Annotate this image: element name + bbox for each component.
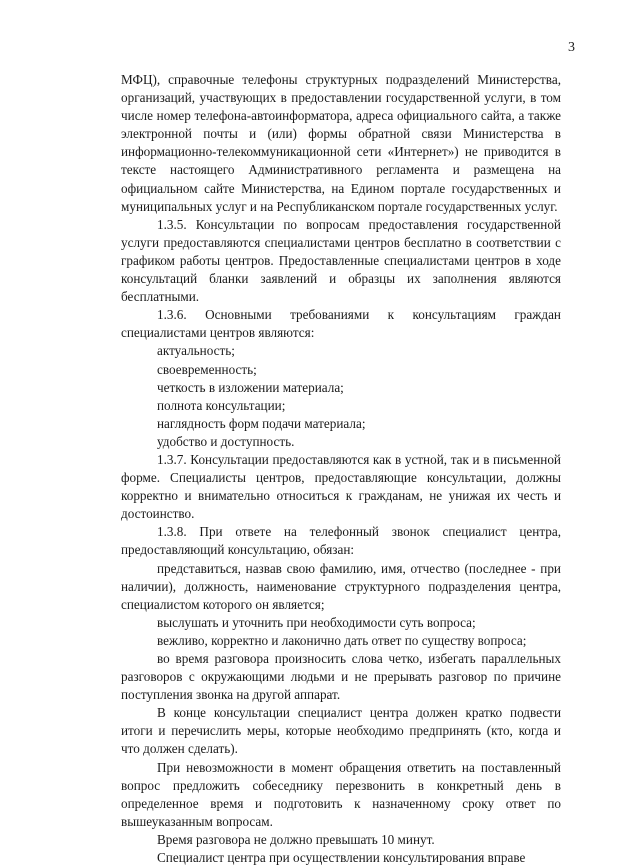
phone-duty-item: представиться, назвав свою фамилию, имя, отчество (последнее - при наличии), должность, наименование структурного подразделения центра, специалистом которого он является; bbox=[121, 560, 561, 612]
paragraph-1-3-7: 1.3.7. Консультации предоставляются как в устной, так и в письменной форме. Специалисты центров, предоставляющие консультации, должны корректно и внимательно относиться к гражданам, не унижая их честь и достоинство. bbox=[121, 451, 561, 522]
requirement-item: полнота консультации; bbox=[157, 397, 286, 413]
requirement-item: удобство и доступность. bbox=[157, 433, 295, 449]
document-body bbox=[121, 71, 561, 867]
paragraph-1-3-8: 1.3.8. При ответе на телефонный звонок специалист центра, предоставляющий консультацию, обязан: bbox=[121, 524, 561, 558]
requirement-item: четкость в изложении материала; bbox=[157, 379, 344, 395]
phone-duty-item: во время разговора произносить слова четко, избегать параллельных разговоров с окружающими людьми и не прерывать разговор по причине поступления звонка на другой аппарат. bbox=[121, 651, 561, 703]
paragraph-1-3-6: 1.3.6. Основными требованиями к консультациям граждан специалистами центров являются: bbox=[121, 307, 561, 341]
page-number: 3 bbox=[568, 40, 575, 55]
requirement-item: наглядность форм подачи материала; bbox=[157, 415, 366, 431]
paragraph-specialist-rights: Специалист центра при осуществлении консультирования вправе bbox=[157, 850, 526, 866]
requirement-item: своевременность; bbox=[157, 361, 257, 377]
phone-duty-item: выслушать и уточнить при необходимости суть вопроса; bbox=[157, 614, 476, 630]
paragraph-1-3-5: 1.3.5. Консультации по вопросам предоставления государственной услуги предоставляются специалистами центров бесплатно в соответствии с графиком работы центров. Предоставленные специалистами центров в ходе консультаций бланки заявлений и образцы их заполнения являются бесплатными. bbox=[121, 216, 561, 305]
paragraph-consultation-end: В конце консультации специалист центра должен кратко подвести итоги и перечислить меры, которые необходимо предпринять (кто, когда и что должен сделать). bbox=[121, 705, 561, 757]
requirement-item: актуальность; bbox=[157, 343, 235, 359]
paragraph-callback: При невозможности в момент обращения ответить на поставленный вопрос предложить собеседнику перезвонить в конкретный день в определенное время и подготовить к назначенному сроку ответ по вышеуказанным вопросам. bbox=[121, 759, 561, 829]
paragraph-duration: Время разговора не должно превышать 10 минут. bbox=[157, 831, 435, 847]
phone-duty-item: вежливо, корректно и лаконично дать ответ по существу вопроса; bbox=[157, 632, 527, 648]
paragraph-contact-info: МФЦ), справочные телефоны структурных подразделений Министерства, организаций, участвующих в предоставлении государственной услуги, в том числе номер телефона-автоинформатора, адреса официального сайта, а также электронной почты и (или) формы обратной связи Министерства в информационно-телекоммуникационной сети «Интернет») не приводится в тексте настоящего Административного регламента и размещена на официальном сайте Министерства, на Едином портале государственных и муниципальных услуг и на Республиканском портале государственных услуг. bbox=[121, 72, 561, 214]
